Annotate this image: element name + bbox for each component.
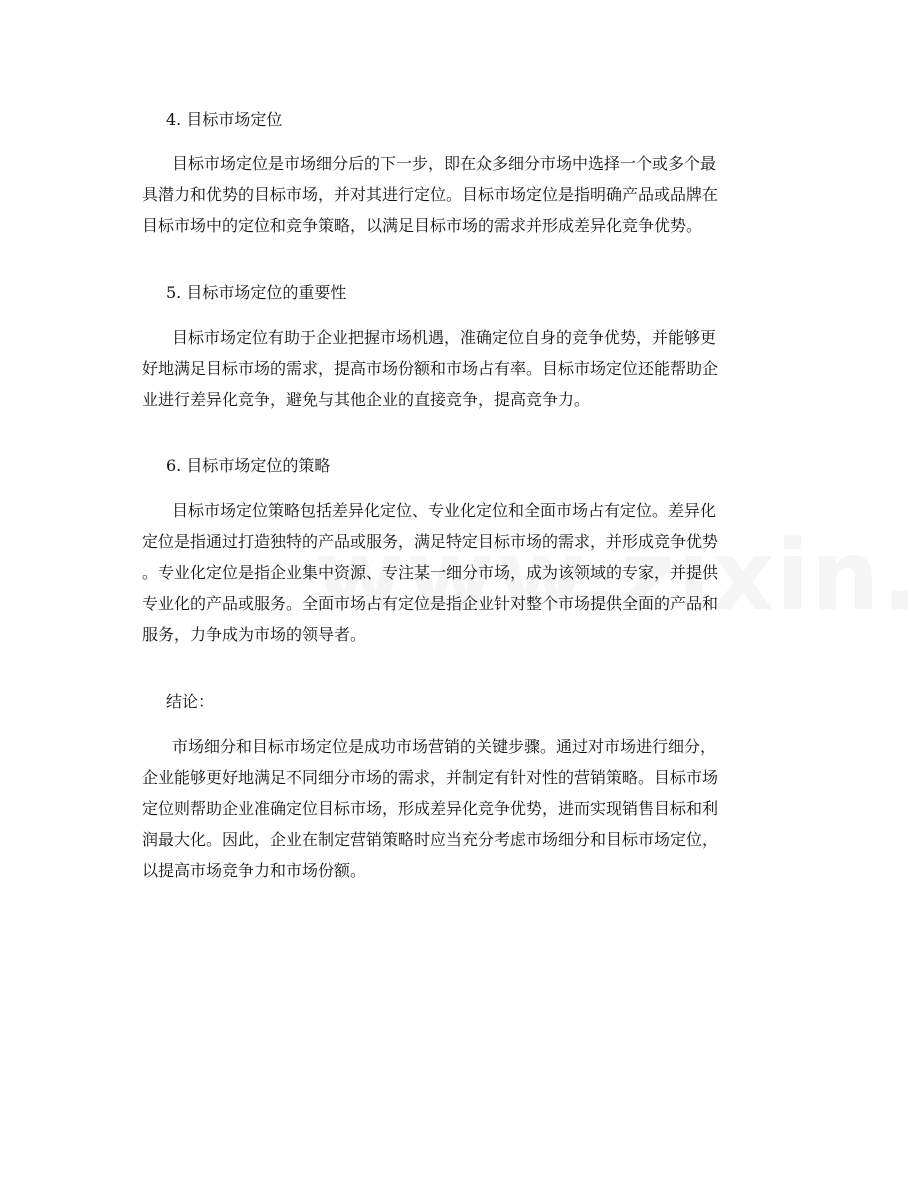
paragraph-line: 以提高市场竞争力和市场份额。	[142, 861, 367, 880]
paragraph-line: 好地满足目标市场的需求，提高市场份额和市场占有率。目标市场定位还能帮助企	[142, 359, 719, 378]
paragraph-line: 企业能够更好地满足不同细分市场的需求，并制定有针对性的营销策略。目标市场	[142, 768, 719, 787]
paragraph-line: 具潜力和优势的目标市场，并对其进行定位。目标市场定位是指明确产品或品牌在	[142, 185, 719, 204]
paragraph-line: 业进行差异化竞争，避免与其他企业的直接竞争，提高竞争力。	[142, 390, 591, 409]
paragraph-line: 定位是指通过打造独特的产品或服务，满足特定目标市场的需求，并形成竞争优势	[142, 532, 719, 551]
paragraph-line: 润最大化。因此，企业在制定营销策略时应当充分考虑市场细分和目标市场定位，	[142, 830, 719, 849]
section-heading-4: 4. 目标市场定位	[166, 110, 283, 129]
paragraph-line: 目标市场定位策略包括差异化定位、专业化定位和全面市场占有定位。差异化	[172, 501, 717, 520]
conclusion-paragraph	[142, 731, 782, 886]
paragraph-line: 专业化的产品或服务。全面市场占有定位是指企业针对整个市场提供全面的产品和	[142, 594, 719, 613]
paragraph-line: 目标市场定位有助于企业把握市场机遇，准确定位自身的竞争优势，并能够更	[172, 328, 717, 347]
paragraph-line: 服务，力争成为市场的领导者。	[142, 625, 367, 644]
section-heading-5: 5. 目标市场定位的重要性	[166, 283, 347, 302]
paragraph-line: 市场细分和目标市场定位是成功市场营销的关键步骤。通过对市场进行细分，	[172, 737, 717, 756]
paragraph-line: 目标市场定位是市场细分后的下一步，即在众多细分市场中选择一个或多个最	[172, 154, 717, 173]
conclusion-heading: 结论：	[166, 692, 215, 711]
section-paragraph-6	[142, 495, 782, 650]
paragraph-line: 。专业化定位是指企业集中资源、专注某一细分市场，成为该领域的专家，并提供	[142, 563, 719, 582]
section-paragraph-5	[142, 322, 782, 415]
section-heading-6: 6. 目标市场定位的策略	[166, 456, 331, 475]
paragraph-line: 定位则帮助企业准确定位目标市场，形成差异化竞争优势，进而实现销售目标和利	[142, 799, 719, 818]
section-paragraph-4	[142, 148, 782, 241]
paragraph-line: 目标市场中的定位和竞争策略，以满足目标市场的需求并形成差异化竞争优势。	[142, 216, 703, 235]
